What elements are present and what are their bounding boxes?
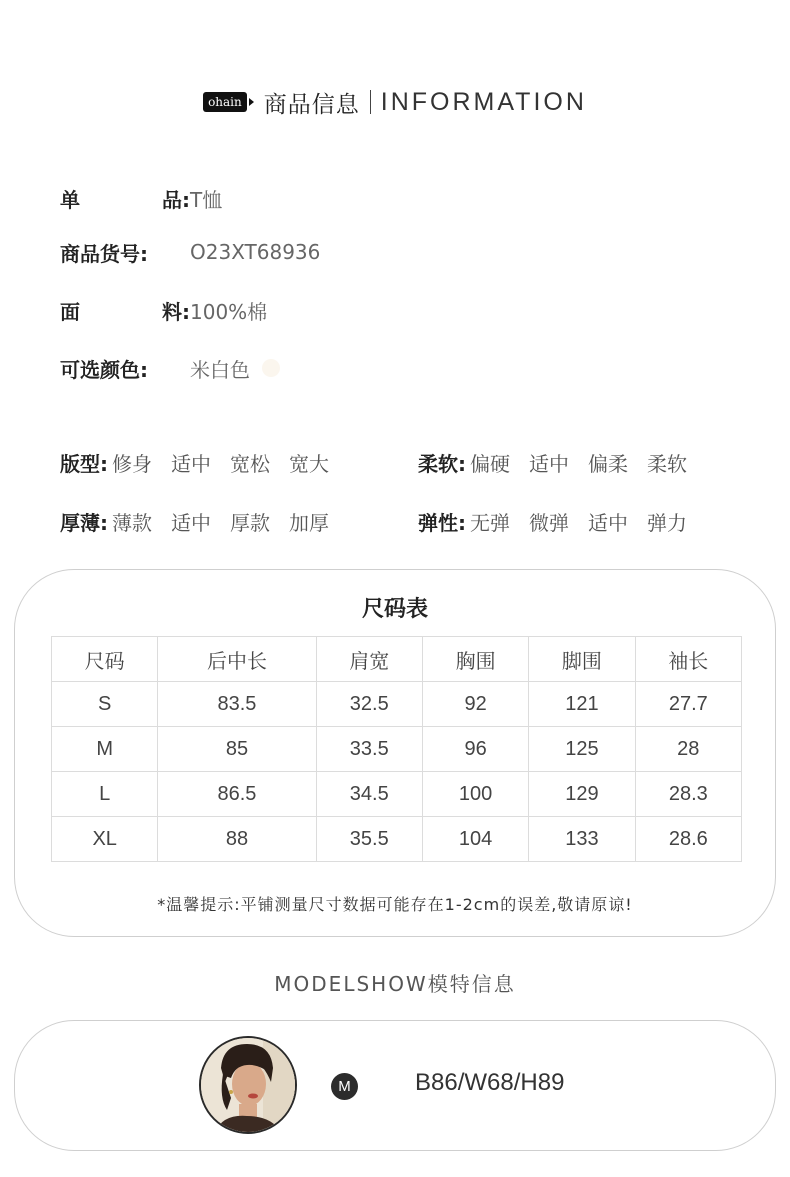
table-cell: 88 [158, 817, 316, 862]
brand-logo: ohain [203, 92, 247, 112]
table-header-row [52, 637, 742, 682]
header-divider [370, 90, 371, 114]
attr-option: 偏硬 [470, 451, 510, 476]
info-value: 100%棉 [190, 299, 268, 324]
header-title-cn: 商品信息 [263, 91, 360, 118]
info-label: 单 品: [60, 187, 190, 212]
table-cell: M [52, 727, 158, 772]
attr-thickness [60, 503, 348, 539]
model-measurements: B86/W68/H89 [415, 1069, 565, 1096]
logo-arrow-icon [249, 98, 254, 106]
attr-option: 厚款 [230, 510, 270, 535]
table-cell: S [52, 682, 158, 727]
table-cell: 28.3 [635, 772, 741, 817]
table-row [52, 727, 742, 772]
table-header-cell: 尺码 [52, 637, 158, 682]
size-table [51, 636, 742, 862]
attr-label: 版型: [60, 451, 108, 476]
attr-option: 微弹 [529, 510, 569, 535]
table-cell: 129 [529, 772, 635, 817]
info-row-item [60, 180, 222, 216]
table-cell: 104 [422, 817, 528, 862]
size-chart-card [14, 569, 776, 937]
table-cell: 92 [422, 682, 528, 727]
info-label: 面 料: [60, 299, 190, 324]
attr-label: 厚薄: [60, 510, 108, 535]
model-section-title: MODELSHOW模特信息 [274, 972, 516, 996]
table-cell: 125 [529, 727, 635, 772]
attr-softness [418, 444, 706, 480]
table-cell: L [52, 772, 158, 817]
table-header-cell: 袖长 [635, 637, 741, 682]
table-cell: 34.5 [316, 772, 422, 817]
model-avatar [199, 1036, 297, 1134]
color-swatch[interactable] [262, 359, 280, 377]
info-value: T恤 [190, 187, 223, 212]
table-cell: 85 [158, 727, 316, 772]
model-portrait-icon [201, 1038, 295, 1132]
size-chart-title: 尺码表 [361, 597, 428, 622]
attr-label: 弹性: [418, 510, 466, 535]
table-cell: 27.7 [635, 682, 741, 727]
table-cell: 100 [422, 772, 528, 817]
model-size-badge: M [331, 1073, 358, 1100]
info-label: 商品货号: [60, 241, 148, 266]
table-cell: 86.5 [158, 772, 316, 817]
table-row [52, 772, 742, 817]
attr-option: 弹力 [647, 510, 687, 535]
attr-option: 修身 [112, 451, 152, 476]
attr-option: 宽松 [230, 451, 270, 476]
attr-option: 偏柔 [588, 451, 628, 476]
header-title-en: INFORMATION [380, 87, 587, 116]
table-cell: 28.6 [635, 817, 741, 862]
info-label: 可选颜色: [60, 357, 148, 382]
model-card [14, 1020, 776, 1151]
attr-option: 无弹 [470, 510, 510, 535]
table-cell: 121 [529, 682, 635, 727]
attr-fit [60, 444, 348, 480]
table-header-cell: 后中长 [158, 637, 316, 682]
info-row-color [60, 350, 280, 386]
table-row [52, 817, 742, 862]
attr-option: 宽大 [289, 451, 329, 476]
page-header [0, 84, 790, 120]
attr-label: 柔软: [418, 451, 466, 476]
table-cell: 28 [635, 727, 741, 772]
attr-option: 加厚 [289, 510, 329, 535]
size-chart-note: *温馨提示:平铺测量尺寸数据可能存在1-2cm的误差,敬请原谅! [157, 895, 633, 914]
attr-option-selected: 适中 [171, 448, 230, 477]
attr-option-selected: 柔软 [647, 448, 706, 477]
info-row-sku [60, 234, 320, 270]
table-header-cell: 肩宽 [316, 637, 422, 682]
table-cell: 83.5 [158, 682, 316, 727]
info-value: 米白色 [190, 357, 250, 382]
attr-option-selected: 适中 [171, 507, 230, 536]
info-row-fabric [60, 292, 267, 328]
table-header-cell: 胸围 [422, 637, 528, 682]
attr-option-selected: 适中 [588, 507, 647, 536]
table-cell: 96 [422, 727, 528, 772]
table-cell: XL [52, 817, 158, 862]
attr-option: 适中 [529, 451, 569, 476]
table-header-cell: 脚围 [529, 637, 635, 682]
table-cell: 33.5 [316, 727, 422, 772]
attr-elasticity [418, 503, 706, 539]
info-value: O23XT68936 [190, 240, 321, 264]
table-cell: 35.5 [316, 817, 422, 862]
attr-option: 薄款 [112, 510, 152, 535]
table-row [52, 682, 742, 727]
table-cell: 32.5 [316, 682, 422, 727]
table-cell: 133 [529, 817, 635, 862]
